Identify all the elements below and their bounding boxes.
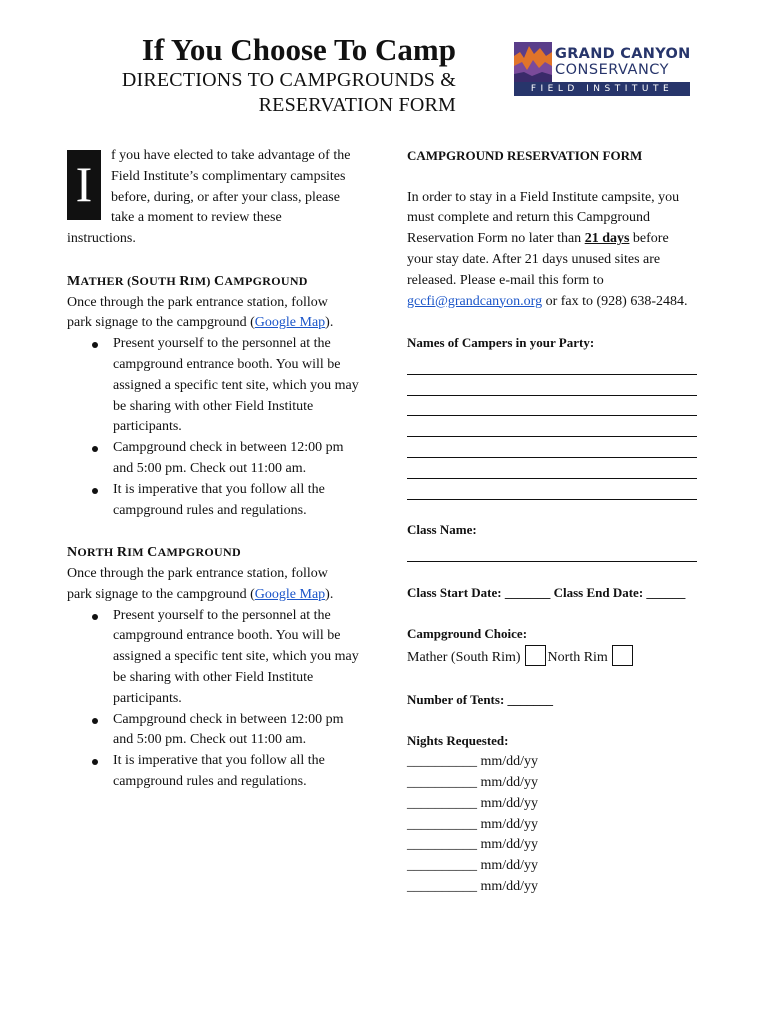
option-north-rim-label: North Rim	[547, 650, 608, 666]
camper-name-field[interactable]	[407, 396, 697, 417]
intro-line: Field Institute’s complimentary campsites	[111, 168, 346, 184]
camper-name-field[interactable]	[407, 479, 697, 500]
class-dates-field[interactable]: Class Start Date: _______ Class End Date: ______	[407, 584, 686, 600]
intro-paragraph	[67, 146, 367, 250]
camper-name-field[interactable]	[407, 375, 697, 396]
logo-text-line-1: GRAND CANYON	[555, 46, 691, 62]
camper-name-field[interactable]	[407, 458, 697, 479]
logo-text-line-2: CONSERVANCY	[555, 62, 670, 78]
list-item: It is imperative that you follow all the campground rules and regulations.	[113, 480, 367, 522]
class-name-label: Class Name:	[407, 522, 477, 538]
number-of-tents-field[interactable]: Number of Tents: _______	[407, 691, 554, 707]
page-subtitle	[66, 68, 456, 118]
intro-line: f you have elected to take advantage of the	[111, 148, 351, 163]
camper-name-field[interactable]	[407, 416, 697, 437]
mather-heading: MATHER (SOUTH RIM) CAMPGROUND	[67, 273, 308, 289]
subtitle-line-1: DIRECTIONS TO CAMPGROUNDS &	[121, 69, 456, 91]
north-rim-directions: Once through the park entrance station, follow park signage to the campground (Google Map).	[67, 565, 334, 602]
list-item: Present yourself to the personnel at the campground entrance booth. You will be assigned a specific tent site, which you may be sharing with other Field Institute participants.	[113, 606, 367, 710]
north-rim-bullet-list	[67, 606, 367, 793]
night-date-field[interactable]: __________ mm/dd/yy	[407, 816, 539, 832]
night-date-field[interactable]: __________ mm/dd/yy	[407, 878, 539, 894]
reservation-form	[407, 146, 707, 898]
mather-google-map-link[interactable]: Google Map	[254, 315, 326, 331]
intro-line: instructions.	[67, 231, 136, 247]
subtitle-line-2: RESERVATION FORM	[258, 94, 456, 116]
grand-canyon-conservancy-logo	[514, 42, 694, 98]
campground-choice-label: Campground Choice:	[407, 626, 528, 642]
mather-directions: Once through the park entrance station, follow park signage to the campground (Google Map).	[67, 294, 334, 331]
night-date-field[interactable]: __________ mm/dd/yy	[407, 795, 539, 811]
north-rim-google-map-link[interactable]: Google Map	[254, 586, 326, 602]
list-item: Campground check in between 12:00 pm and 5:00 pm. Check out 11:00 am.	[113, 438, 367, 480]
canyon-logo-icon	[514, 42, 552, 82]
intro-line: before, during, or after your class, please	[111, 189, 340, 205]
north-rim-heading: NORTH RIM CAMPGROUND	[67, 545, 241, 561]
campground-choice-options	[407, 645, 707, 669]
list-item: Campground check in between 12:00 pm and 5:00 pm. Check out 11:00 am.	[113, 710, 367, 752]
night-date-field[interactable]: __________ mm/dd/yy	[407, 754, 539, 770]
option-south-rim-label: Mather (South Rim)	[407, 650, 521, 666]
camper-name-field[interactable]	[407, 437, 697, 458]
drop-cap: I	[67, 150, 101, 220]
directions-column	[67, 146, 367, 793]
logo-tagline-bar: FIELD INSTITUTE	[514, 82, 690, 96]
south-rim-checkbox[interactable]	[525, 645, 546, 666]
page-title: If You Choose To Camp	[141, 32, 456, 67]
night-date-field[interactable]: __________ mm/dd/yy	[407, 837, 539, 853]
mather-bullet-list	[67, 334, 367, 521]
form-heading: CAMPGROUND RESERVATION FORM	[407, 148, 643, 163]
camper-name-field[interactable]	[407, 354, 697, 375]
night-date-field[interactable]: __________ mm/dd/yy	[407, 774, 539, 790]
form-instructions: In order to stay in a Field Institute campsite, you must complete and return this Campground Reservation Form no later than 21 days before your stay date. After 21 days unused sites are released. Please e-mail this form to gccfi@grandcanyon.org or fax to (928) 638-2484.	[407, 189, 688, 309]
list-item: It is imperative that you follow all the campground rules and regulations.	[113, 751, 367, 793]
nights-requested-label: Nights Requested:	[407, 733, 509, 749]
names-label: Names of Campers in your Party:	[407, 335, 595, 351]
email-link[interactable]: gccfi@grandcanyon.org	[407, 293, 543, 309]
night-date-field[interactable]: __________ mm/dd/yy	[407, 858, 539, 874]
class-name-field[interactable]	[407, 541, 697, 562]
intro-line: take a moment to review these	[111, 210, 282, 226]
north-rim-checkbox[interactable]	[612, 645, 633, 666]
list-item: Present yourself to the personnel at the campground entrance booth. You will be assigned a specific tent site, which you may be sharing with other Field Institute participants.	[113, 334, 367, 438]
